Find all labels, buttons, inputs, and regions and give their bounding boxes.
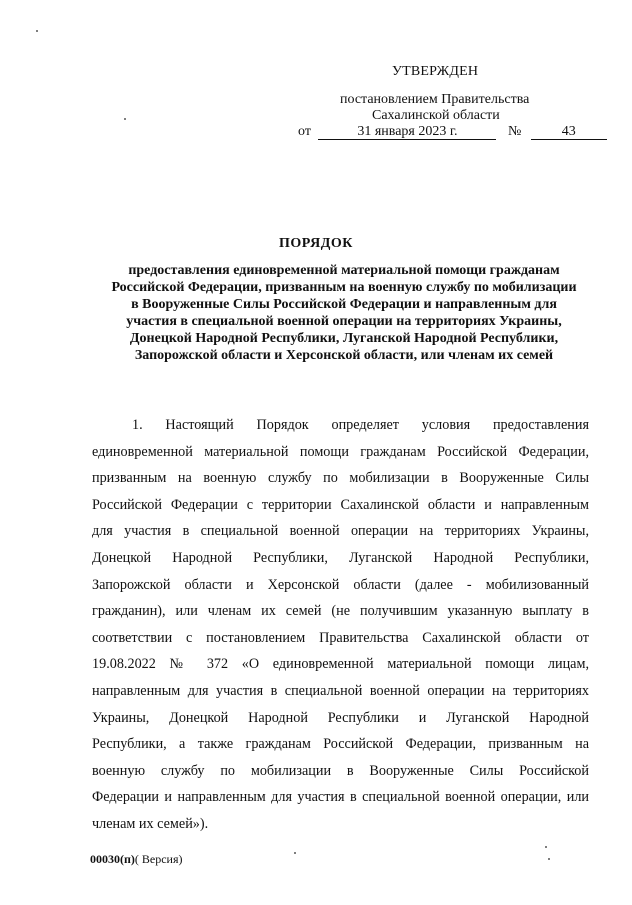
scan-speck: [124, 118, 126, 120]
paragraph-line: Украины, Донецкой Народной Республики и Луганской Народной: [92, 709, 589, 726]
document-title: ПОРЯДОК: [279, 236, 353, 251]
subtitle-line: Донецкой Народной Республики, Луганской Народной Республики,: [129, 331, 559, 346]
paragraph-line: Федерации и направленным для участия в специальной военной операции, или: [92, 789, 589, 806]
approval-date-row: [298, 124, 607, 140]
subtitle-line: Российской Федерации, призванным на военную службу по мобилизации: [111, 280, 577, 295]
footer-code-number: 00030(п): [90, 852, 135, 866]
paragraph-1: [92, 412, 589, 838]
approval-line-resolution: постановлением Правительства: [340, 92, 530, 107]
scan-speck: [545, 846, 547, 848]
paragraph-line: Республики, а также гражданам Российской Федерации, призванным на: [92, 736, 589, 753]
approval-date: 31 января 2023 г.: [318, 124, 496, 140]
scan-speck: [36, 30, 38, 32]
paragraph-line: призванным на военную службу по мобилизации в Вооруженные Силы: [92, 470, 589, 487]
approval-number: 43: [531, 124, 607, 140]
paragraph-line: Запорожской области и Херсонской области (далее - мобилизованный: [92, 576, 589, 593]
paragraph-line: Донецкой Народной Республики, Луганской Народной Республики,: [92, 549, 589, 566]
subtitle-line: Запорожской области и Херсонской области, или членам их семей: [134, 348, 554, 363]
approval-title: УТВЕРЖДЕН: [392, 64, 479, 79]
from-label: от: [298, 124, 311, 139]
paragraph-line: 1. Настоящий Порядок определяет условия предоставления: [132, 417, 589, 433]
scan-speck: [548, 858, 550, 860]
paragraph-line: соответствии с постановлением Правительства Сахалинской области от: [92, 629, 589, 646]
subtitle-line: в Вооруженные Силы Российской Федерации и направленным для: [131, 297, 557, 312]
paragraph-line: направленным для участия в специальной военной операции на территориях: [92, 682, 589, 699]
paragraph-line: военную службу по мобилизации в Вооруженные Силы Российской: [92, 762, 589, 779]
footer-version: ( Версия): [134, 852, 183, 866]
paragraph-line: 19.08.2022 № 372 «О единовременной материальной помощи лицам,: [92, 656, 589, 673]
document-subtitle: [96, 262, 592, 364]
number-label: №: [507, 124, 522, 139]
paragraph-line: членам их семей»).: [92, 815, 209, 832]
paragraph-line: гражданин), или членам их семей (не получившим указанную выплату в: [92, 603, 589, 620]
approval-line-region: Сахалинской области: [372, 108, 500, 123]
subtitle-line: предоставления единовременной материальной помощи гражданам: [128, 263, 560, 278]
scan-speck: [294, 852, 296, 854]
paragraph-line: единовременной материальной помощи гражданам Российской Федерации,: [92, 443, 589, 460]
paragraph-line: Российской Федерации с территории Сахалинской области и направленным: [92, 496, 589, 513]
subtitle-line: участия в специальной военной операции на территориях Украины,: [126, 314, 562, 329]
paragraph-line: для участия в специальной военной операции на территориях Украины,: [92, 523, 589, 540]
footer-code: [90, 852, 183, 867]
